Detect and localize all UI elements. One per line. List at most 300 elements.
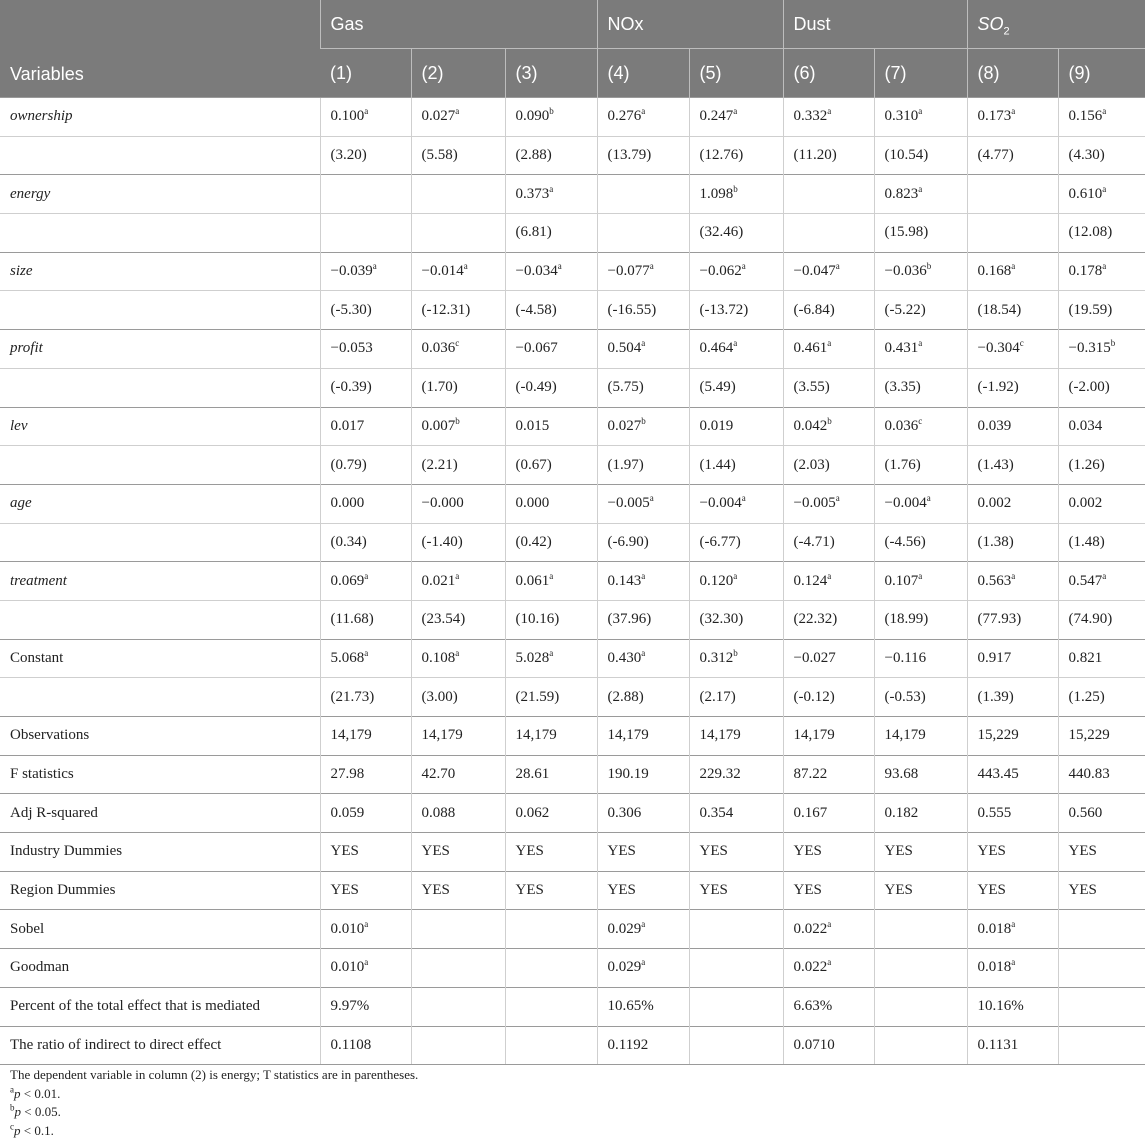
- cell-value: 0.010: [330, 920, 365, 937]
- cell-value: (-1.40): [421, 533, 463, 550]
- cell-value: 0.1131: [977, 1036, 1019, 1053]
- cell-value: (13.79): [607, 147, 652, 164]
- significance-mark: a: [1011, 261, 1016, 272]
- cell-value: (0.34): [330, 533, 367, 550]
- table-cell: [967, 987, 1058, 1026]
- cell-value: YES: [699, 843, 728, 860]
- significance-mark: a: [1102, 106, 1107, 117]
- table-cell: [320, 910, 411, 949]
- cell-value: 93.68: [884, 766, 919, 783]
- cell-value: −0.315: [1068, 340, 1111, 357]
- footnote-mark: a: [10, 1084, 14, 1095]
- table-cell: [874, 330, 967, 369]
- cell-value: −0.047: [793, 263, 836, 280]
- table-cell: [874, 484, 967, 523]
- cell-value: 0.143: [607, 572, 642, 589]
- table-cell: [689, 678, 783, 717]
- cell-value: YES: [884, 882, 913, 899]
- cell-value: YES: [515, 843, 544, 860]
- table-cell: [783, 949, 874, 988]
- table-cell: [597, 523, 689, 562]
- cell-value: 0.431: [884, 340, 919, 357]
- cell-value: 0.547: [1068, 572, 1103, 589]
- table-cell: [411, 910, 505, 949]
- table-cell: [505, 98, 597, 137]
- table-cell: [783, 755, 874, 794]
- table-cell: [783, 407, 874, 446]
- table-cell: [689, 214, 783, 253]
- table-cell: [411, 871, 505, 910]
- row-label: [0, 214, 320, 253]
- table-cell: [783, 214, 874, 253]
- cell-value: YES: [1068, 843, 1097, 860]
- table-cell: [505, 562, 597, 601]
- cell-value: 14,179: [793, 727, 835, 744]
- table-row: [0, 252, 1145, 291]
- cell-value: (0.42): [515, 533, 552, 550]
- cell-value: (-13.72): [699, 301, 749, 318]
- table-cell: [597, 1026, 689, 1065]
- table-cell: [874, 136, 967, 175]
- table-cell: [597, 252, 689, 291]
- cell-value: (5.58): [421, 147, 458, 164]
- table-cell: [505, 987, 597, 1026]
- row-label: Constant: [0, 639, 320, 678]
- cell-value: (74.90): [1068, 611, 1113, 628]
- cell-value: 0.021: [421, 572, 456, 589]
- table-cell: [320, 949, 411, 988]
- significance-mark: a: [557, 261, 562, 272]
- table-row: [0, 910, 1145, 949]
- cell-value: (1.48): [1068, 533, 1105, 550]
- cell-value: (1.97): [607, 456, 644, 473]
- table-cell: [689, 291, 783, 330]
- significance-mark: b: [641, 415, 646, 426]
- table-cell: [1058, 717, 1145, 756]
- cell-value: 440.83: [1068, 766, 1110, 783]
- row-label: energy: [0, 175, 320, 214]
- cell-value: 0.182: [884, 804, 919, 821]
- table-cell: [783, 368, 874, 407]
- group-header-label: SO: [977, 13, 1004, 34]
- cell-value: −0.000: [421, 495, 464, 512]
- table-cell: [874, 600, 967, 639]
- significance-mark: a: [918, 570, 923, 581]
- cell-value: 0.276: [607, 108, 642, 125]
- table-cell: [597, 639, 689, 678]
- table-cell: [967, 871, 1058, 910]
- cell-value: −0.036: [884, 263, 927, 280]
- table-cell: [597, 755, 689, 794]
- cell-value: 5.068: [330, 649, 365, 666]
- cell-value: (18.54): [977, 301, 1022, 318]
- table-row: [0, 639, 1145, 678]
- cell-value: 0.015: [515, 417, 550, 434]
- cell-value: YES: [330, 843, 359, 860]
- cell-value: (4.77): [977, 147, 1014, 164]
- significance-mark: a: [827, 918, 832, 929]
- group-header: [320, 0, 597, 49]
- column-header: (9): [1058, 49, 1145, 98]
- table-cell: [505, 755, 597, 794]
- cell-value: 1.098: [699, 185, 734, 202]
- table-cell: [874, 252, 967, 291]
- table-cell: [783, 523, 874, 562]
- cell-value: (2.17): [699, 688, 736, 705]
- table-cell: [874, 639, 967, 678]
- table-cell: [505, 368, 597, 407]
- table-cell: [967, 562, 1058, 601]
- significance-mark: a: [641, 106, 646, 117]
- table-cell: [505, 484, 597, 523]
- table-row: [0, 98, 1145, 137]
- table-cell: [597, 407, 689, 446]
- table-cell: [411, 136, 505, 175]
- cell-value: 0.0710: [793, 1036, 835, 1053]
- significance-mark: b: [1110, 338, 1116, 349]
- cell-value: 0.823: [884, 185, 919, 202]
- table-footnotes: [10, 1085, 418, 1141]
- table-row: [0, 987, 1145, 1026]
- group-header-subscript: 2: [1003, 25, 1010, 38]
- cell-value: 0.090: [515, 108, 550, 125]
- table-row: [0, 717, 1145, 756]
- cell-value: (1.38): [977, 533, 1014, 550]
- table-cell: [874, 175, 967, 214]
- table-row-tstat: [0, 678, 1145, 717]
- significance-mark: a: [364, 918, 369, 929]
- table-cell: [505, 949, 597, 988]
- cell-value: YES: [607, 882, 636, 899]
- row-label: The ratio of indirect to direct effect: [0, 1026, 320, 1065]
- cell-value: −0.005: [793, 495, 836, 512]
- table-note-main: The dependent variable in column (2) is energy; T statistics are in parentheses.: [10, 1067, 419, 1082]
- cell-value: 0.563: [977, 572, 1012, 589]
- significance-mark: a: [741, 493, 746, 504]
- table-cell: [320, 717, 411, 756]
- table-cell: [320, 600, 411, 639]
- cell-value: 0.310: [884, 108, 919, 125]
- row-label: [0, 291, 320, 330]
- row-label: size: [0, 252, 320, 291]
- table-cell: [1058, 98, 1145, 137]
- cell-value: 190.19: [607, 766, 649, 783]
- table-cell: [874, 291, 967, 330]
- cell-value: (2.03): [793, 456, 830, 473]
- row-label: Region Dummies: [0, 871, 320, 910]
- table-cell: [1058, 214, 1145, 253]
- cell-value: YES: [421, 843, 450, 860]
- table-cell: [689, 949, 783, 988]
- significance-mark: b: [827, 415, 832, 426]
- row-label: Observations: [0, 717, 320, 756]
- significance-mark: a: [455, 106, 460, 117]
- cell-value: 0.1192: [607, 1036, 649, 1053]
- cell-value: 0.000: [515, 495, 550, 512]
- table-cell: [411, 484, 505, 523]
- row-label: treatment: [0, 562, 320, 601]
- table-cell: [874, 717, 967, 756]
- cell-value: 0.061: [515, 572, 550, 589]
- cell-value: 0.430: [607, 649, 642, 666]
- table-cell: [967, 407, 1058, 446]
- table-cell: [320, 98, 411, 137]
- significance-mark: a: [641, 338, 646, 349]
- significance-mark: a: [827, 957, 832, 968]
- cell-value: −0.014: [421, 263, 464, 280]
- table-cell: [689, 717, 783, 756]
- significance-mark: a: [455, 570, 460, 581]
- cell-value: 14,179: [607, 727, 649, 744]
- column-header: (6): [783, 49, 874, 98]
- table-cell: [1058, 910, 1145, 949]
- table-cell: [874, 678, 967, 717]
- cell-value: (3.35): [884, 379, 921, 396]
- table-notes: [10, 1066, 418, 1140]
- table-cell: [967, 755, 1058, 794]
- cell-value: 0.354: [699, 804, 734, 821]
- table-cell: [411, 523, 505, 562]
- table-cell: [783, 330, 874, 369]
- table-cell: [689, 446, 783, 485]
- cell-value: 0.007: [421, 417, 456, 434]
- significance-mark: c: [455, 338, 460, 349]
- significance-mark: a: [1102, 183, 1107, 194]
- significance-mark: a: [918, 338, 923, 349]
- cell-value: YES: [515, 882, 544, 899]
- cell-value: 14,179: [421, 727, 463, 744]
- table-cell: [783, 291, 874, 330]
- cell-value: (3.00): [421, 688, 458, 705]
- cell-value: (23.54): [421, 611, 466, 628]
- footnote-text: p: [14, 1104, 21, 1119]
- table-cell: [689, 484, 783, 523]
- significance-mark: c: [918, 415, 923, 426]
- table-cell: [689, 98, 783, 137]
- table-cell: [411, 214, 505, 253]
- table-cell: [597, 600, 689, 639]
- cell-value: 0.018: [977, 920, 1012, 937]
- cell-value: 0.088: [421, 804, 456, 821]
- table-cell: [967, 678, 1058, 717]
- significance-mark: a: [918, 183, 923, 194]
- cell-value: 0.306: [607, 804, 642, 821]
- cell-value: (1.39): [977, 688, 1014, 705]
- table-cell: [411, 98, 505, 137]
- cell-value: (-4.71): [793, 533, 835, 550]
- significance-mark: c: [1019, 338, 1024, 349]
- cell-value: (-5.30): [330, 301, 372, 318]
- cell-value: YES: [977, 843, 1006, 860]
- cell-value: (32.46): [699, 224, 744, 241]
- table-cell: [411, 1026, 505, 1065]
- table-cell: [1058, 136, 1145, 175]
- table-row-tstat: [0, 368, 1145, 407]
- row-label: F statistics: [0, 755, 320, 794]
- table-cell: [411, 291, 505, 330]
- table-cell: [411, 446, 505, 485]
- table-cell: [874, 1026, 967, 1065]
- table-cell: [320, 136, 411, 175]
- table-cell: [505, 407, 597, 446]
- cell-value: (22.32): [793, 611, 838, 628]
- cell-value: 0.036: [884, 417, 919, 434]
- significance-mark: b: [455, 415, 460, 426]
- table-cell: [967, 910, 1058, 949]
- significance-mark: a: [1102, 261, 1107, 272]
- cell-value: 15,229: [1068, 727, 1110, 744]
- table-cell: [783, 600, 874, 639]
- table-cell: [411, 833, 505, 872]
- significance-mark: a: [835, 493, 840, 504]
- cell-value: (-4.58): [515, 301, 557, 318]
- row-label: lev: [0, 407, 320, 446]
- row-label: ownership: [0, 98, 320, 137]
- table-cell: [505, 446, 597, 485]
- table-cell: [783, 136, 874, 175]
- cell-value: YES: [699, 882, 728, 899]
- table-cell: [597, 562, 689, 601]
- cell-value: (6.81): [515, 224, 552, 241]
- cell-value: (-16.55): [607, 301, 657, 318]
- table-row: [0, 755, 1145, 794]
- cell-value: (-12.31): [421, 301, 471, 318]
- table-cell: [967, 291, 1058, 330]
- table-row-tstat: [0, 214, 1145, 253]
- table-cell: [411, 330, 505, 369]
- table-cell: [967, 446, 1058, 485]
- table-cell: [597, 446, 689, 485]
- cell-value: (-6.84): [793, 301, 835, 318]
- table-cell: [874, 368, 967, 407]
- cell-value: 6.63%: [793, 998, 833, 1015]
- column-header: (1): [320, 49, 411, 98]
- table-cell: [783, 98, 874, 137]
- cell-value: (1.26): [1068, 456, 1105, 473]
- table-cell: [783, 252, 874, 291]
- table-cell: [320, 214, 411, 253]
- column-header: (4): [597, 49, 689, 98]
- cell-value: −0.067: [515, 340, 558, 357]
- group-header-label: Dust: [793, 13, 831, 34]
- table-cell: [689, 523, 783, 562]
- cell-value: −0.116: [884, 649, 927, 666]
- table-cell: [597, 871, 689, 910]
- table-row: [0, 407, 1145, 446]
- table-cell: [597, 794, 689, 833]
- significance-mark: a: [649, 493, 654, 504]
- row-label: Adj R-squared: [0, 794, 320, 833]
- table-cell: [967, 717, 1058, 756]
- table-cell: [967, 368, 1058, 407]
- cell-value: 28.61: [515, 766, 550, 783]
- cell-value: 0.332: [793, 108, 828, 125]
- row-label: Sobel: [0, 910, 320, 949]
- table-cell: [597, 368, 689, 407]
- table-row: [0, 949, 1145, 988]
- table-cell: [967, 600, 1058, 639]
- significance-mark: a: [926, 493, 931, 504]
- table-cell: [411, 562, 505, 601]
- cell-value: YES: [977, 882, 1006, 899]
- table-cell: [783, 678, 874, 717]
- table-cell: [1058, 678, 1145, 717]
- group-header: [783, 0, 967, 49]
- table-cell: [505, 523, 597, 562]
- table-cell: [411, 252, 505, 291]
- cell-value: 0.017: [330, 417, 365, 434]
- cell-value: 0.027: [607, 417, 642, 434]
- column-header: (8): [967, 49, 1058, 98]
- cell-value: 0.029: [607, 920, 642, 937]
- significance-mark: a: [835, 261, 840, 272]
- cell-value: (1.25): [1068, 688, 1105, 705]
- cell-value: 0.019: [699, 417, 734, 434]
- table-cell: [320, 987, 411, 1026]
- significance-mark: a: [641, 918, 646, 929]
- cell-value: (19.59): [1068, 301, 1113, 318]
- row-label: [0, 600, 320, 639]
- table-cell: [505, 136, 597, 175]
- cell-value: 0.156: [1068, 108, 1103, 125]
- table-cell: [967, 484, 1058, 523]
- cell-value: −0.062: [699, 263, 742, 280]
- table-cell: [874, 98, 967, 137]
- table-cell: [505, 871, 597, 910]
- significance-mark: b: [733, 647, 738, 658]
- cell-value: (5.49): [699, 379, 736, 396]
- significance-mark: a: [733, 570, 738, 581]
- table-cell: [320, 639, 411, 678]
- table-cell: [320, 562, 411, 601]
- table-cell: [411, 755, 505, 794]
- cell-value: 0.178: [1068, 263, 1103, 280]
- table-cell: [320, 871, 411, 910]
- cell-value: 10.65%: [607, 998, 654, 1015]
- cell-value: 5.028: [515, 649, 550, 666]
- table-cell: [1058, 175, 1145, 214]
- table-cell: [597, 833, 689, 872]
- cell-value: 443.45: [977, 766, 1019, 783]
- cell-value: 0.062: [515, 804, 550, 821]
- table-cell: [1058, 562, 1145, 601]
- cell-value: 0.107: [884, 572, 919, 589]
- footnote-mark: c: [10, 1121, 14, 1132]
- table-cell: [689, 330, 783, 369]
- cell-value: (5.75): [607, 379, 644, 396]
- table-cell: [505, 214, 597, 253]
- table-cell: [1058, 407, 1145, 446]
- cell-value: −0.077: [607, 263, 650, 280]
- cell-value: 14,179: [699, 727, 741, 744]
- cell-value: 0.1108: [330, 1036, 372, 1053]
- footnote: [10, 1085, 418, 1104]
- table-cell: [967, 252, 1058, 291]
- cell-value: 14,179: [330, 727, 372, 744]
- table-cell: [597, 175, 689, 214]
- cell-value: 0.312: [699, 649, 734, 666]
- table-cell: [689, 871, 783, 910]
- cell-value: (-6.90): [607, 533, 649, 550]
- cell-value: 0.042: [793, 417, 828, 434]
- table-cell: [874, 871, 967, 910]
- cell-value: (11.20): [793, 147, 837, 164]
- cell-value: 0.034: [1068, 417, 1103, 434]
- row-label: age: [0, 484, 320, 523]
- footnote-rest: < 0.05.: [21, 1104, 61, 1119]
- footnote-rest: < 0.1.: [20, 1122, 54, 1138]
- cell-value: 9.97%: [330, 998, 370, 1015]
